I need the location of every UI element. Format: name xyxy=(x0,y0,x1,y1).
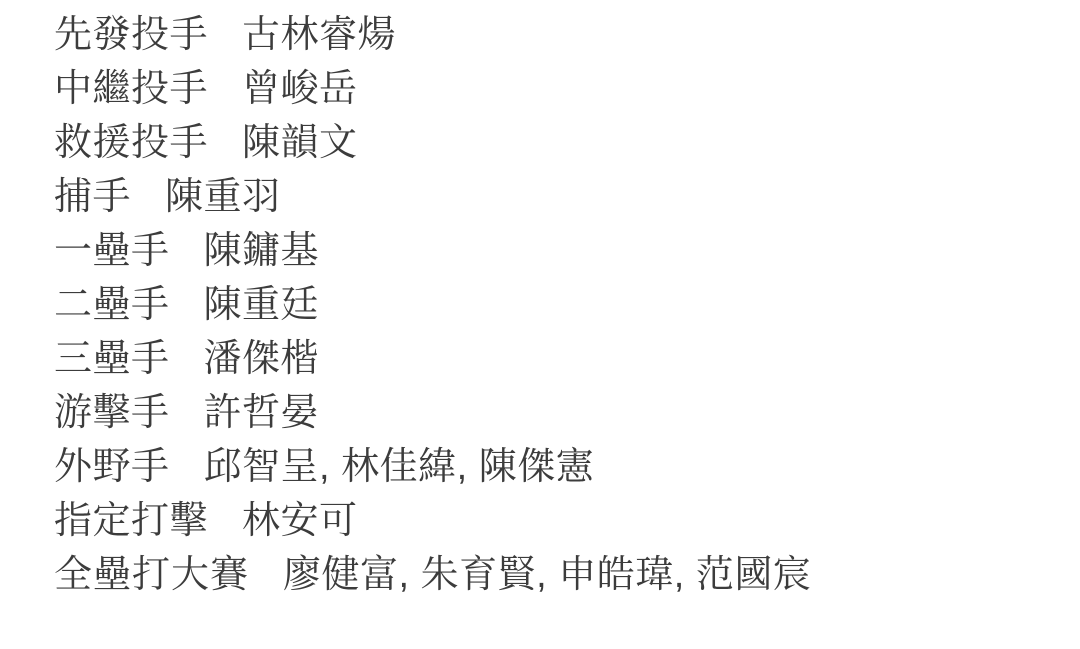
player-names: 許哲晏 xyxy=(203,392,320,434)
list-item xyxy=(54,116,1080,170)
player-names: 陳韻文 xyxy=(242,122,358,164)
player-names: 陳重羽 xyxy=(165,176,281,218)
list-item xyxy=(54,278,1080,332)
position-label: 外野手 xyxy=(54,446,170,488)
player-names: 曾峻岳 xyxy=(242,68,358,110)
list-item xyxy=(54,440,1080,494)
position-label: 捕手 xyxy=(54,176,132,218)
list-item xyxy=(54,224,1080,278)
position-label: 一壘手 xyxy=(54,230,170,272)
player-names: 陳鏞基 xyxy=(203,230,320,272)
list-item xyxy=(54,170,1080,224)
player-names: 邱智呈, 林佳緯, 陳傑憲 xyxy=(203,446,595,488)
list-item xyxy=(54,8,1080,62)
player-names: 林安可 xyxy=(242,500,358,542)
player-names: 陳重廷 xyxy=(203,284,320,326)
player-names: 潘傑楷 xyxy=(203,338,320,380)
position-label: 救援投手 xyxy=(54,122,209,164)
position-label: 中繼投手 xyxy=(54,68,209,110)
list-item xyxy=(54,386,1080,440)
position-label: 先發投手 xyxy=(54,14,209,56)
position-label: 全壘打大賽 xyxy=(54,554,250,596)
list-item xyxy=(54,62,1080,116)
position-label: 游擊手 xyxy=(54,392,170,434)
list-item xyxy=(54,548,1080,602)
position-label: 三壘手 xyxy=(54,338,170,380)
position-label: 指定打擊 xyxy=(54,500,209,542)
player-names: 廖健富, 朱育賢, 申皓瑋, 范國宸 xyxy=(283,554,812,596)
player-names: 古林睿煬 xyxy=(242,14,397,56)
list-item xyxy=(54,494,1080,548)
list-item xyxy=(54,332,1080,386)
position-label: 二壘手 xyxy=(54,284,170,326)
